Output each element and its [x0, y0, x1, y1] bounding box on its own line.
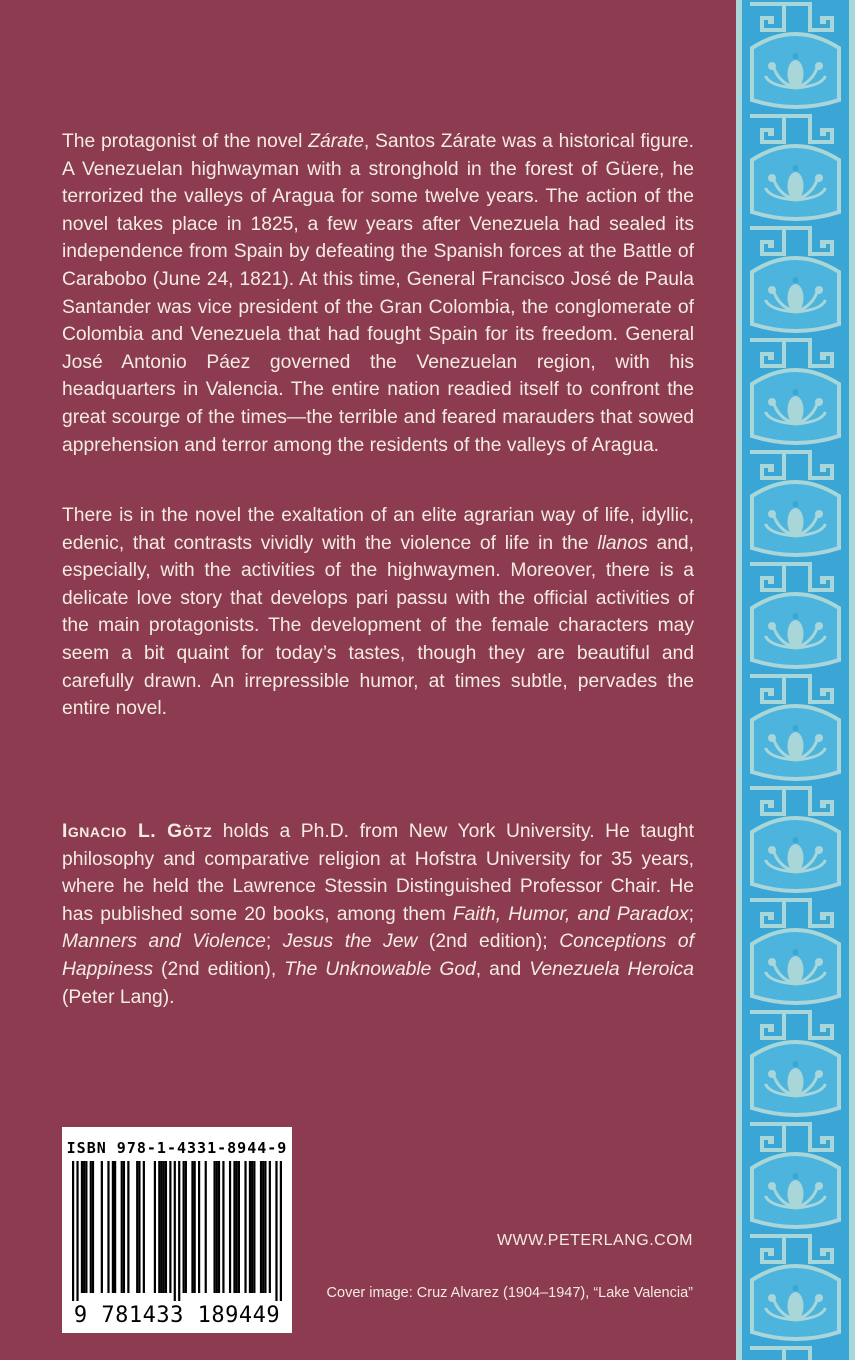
isbn-digits: 9 781433 189449	[73, 1303, 281, 1328]
barcode-bar	[269, 1161, 271, 1293]
bio-sep: (2nd edition),	[153, 958, 285, 980]
barcode-bar	[160, 1161, 162, 1293]
barcode-bar	[185, 1161, 187, 1293]
book-title: Faith, Humor, and Paradox	[452, 903, 689, 925]
barcode-bar	[233, 1161, 235, 1293]
barcode-bar	[165, 1161, 167, 1293]
barcode-bar	[92, 1161, 94, 1293]
barcode-bar	[205, 1161, 207, 1293]
novel-title: Zárate	[308, 131, 364, 152]
barcode-bar	[194, 1161, 196, 1293]
barcode-bar	[216, 1161, 218, 1293]
bio-sep: , and	[475, 958, 530, 980]
barcode-bar	[136, 1161, 138, 1293]
book-title: Jesus the Jew	[282, 931, 418, 953]
barcode-bar	[163, 1161, 165, 1293]
barcode-bar	[275, 1161, 277, 1301]
barcode-bars	[72, 1161, 282, 1301]
barcode-bar	[123, 1161, 125, 1293]
barcode-bar	[72, 1161, 74, 1301]
barcode-bar	[85, 1161, 87, 1293]
author-name: Ignacio L. Götz	[62, 821, 213, 842]
barcode-bar	[264, 1161, 266, 1293]
barcode-bar	[169, 1161, 171, 1293]
barcode-bar	[213, 1161, 215, 1293]
barcode-bar	[81, 1161, 83, 1293]
publisher-website: WWW.PETERLANG.COM	[496, 1232, 693, 1249]
bio-sep: ;	[688, 903, 694, 925]
bio-sep: (Peter Lang).	[62, 986, 175, 1008]
barcode-bar	[280, 1161, 282, 1301]
barcode-bar	[244, 1161, 246, 1293]
description-paragraph-2	[62, 502, 694, 723]
book-title: Manners and Violence	[62, 931, 266, 953]
book-title: Venezuela Heroica	[529, 958, 694, 980]
barcode-bar	[107, 1161, 109, 1293]
decorative-border	[736, 0, 855, 1360]
barcode-bar	[236, 1161, 238, 1293]
barcode-bar	[238, 1161, 240, 1293]
bio-sep: ;	[265, 931, 283, 953]
barcode-bar	[112, 1161, 114, 1293]
para2-text-a: There is in the novel the exaltation of an elite agrarian way of life, idyllic, edenic, that contrasts vividly with the violence of life in the	[62, 505, 694, 554]
barcode-bar	[76, 1161, 78, 1301]
barcode-bar	[249, 1161, 251, 1293]
barcode-bar	[218, 1161, 220, 1293]
barcode-bar	[114, 1161, 116, 1293]
para1-text-a: The protagonist of the novel	[62, 131, 309, 152]
cover-image-credit: Cover image: Cruz Alvarez (1904–1947), “Lake Valencia”	[326, 1285, 693, 1301]
barcode-bar	[229, 1161, 231, 1293]
barcode-bar	[158, 1161, 160, 1293]
barcode-bar	[191, 1161, 193, 1293]
barcode-bar	[178, 1161, 180, 1301]
barcode-bar	[183, 1161, 185, 1293]
barcode-bar	[127, 1161, 129, 1293]
barcode-bar	[154, 1161, 156, 1293]
author-bio	[62, 818, 694, 1011]
barcode-bar	[253, 1161, 255, 1293]
barcode-bar	[90, 1161, 92, 1293]
para1-text-b: , Santos Zárate was a historical figure. A Venezuelan highwayman with a stronghold in the forest of Güere, he terrorized the valleys of Aragua for some twelve years. The action of the novel takes place in 1825, a few years after Venezuela had sealed its independence from Spain by defeating the Spanish forces at the Battle of Carabobo (June 24, 1821). At this time, General Francisco José de Paula Santander was vice president of the Gran Colombia, the conglomerate of Colombia and Venezuela that had fought Spain for its freedom. General José Antonio Páez governed the Venezuelan region, with his headquarters in Valencia. The entire nation readied itself to confront the great scourge of the times—the terrible and feared marauders that sowed apprehension and terror among the residents of the valleys of Aragua.	[62, 131, 695, 456]
isbn-label: ISBN 978-1-4331-8944-9	[66, 1139, 288, 1157]
bio-text-1: holds a Ph.D. from New York University. He taught philosophy and comparative religion at Hofstra University for 35 years, where he held the Lawrence Stessin Distinguished Professor Chair. He has published some 20 books, among them	[62, 821, 694, 925]
book-title: Conceptions of Happiness	[62, 931, 694, 980]
description-paragraph-1	[62, 128, 694, 459]
barcode-bar	[260, 1161, 262, 1293]
isbn-barcode	[62, 1127, 292, 1333]
para2-text-b: and, especially, with the activities of the highwaymen. Moreover, there is a delicate love story that develops pari passu with the official activities of the main protagonists. The development of the female characters may seem a bit quaint for today’s tastes, though they are beautiful and carefully drawn. An irrepressible humor, at times subtle, pervades the entire novel.	[62, 532, 694, 720]
llanos-word: llanos	[597, 532, 648, 554]
barcode-bar	[138, 1161, 140, 1293]
barcode-bar	[174, 1161, 176, 1301]
barcode-bar	[198, 1161, 200, 1293]
bio-sep: (2nd edition);	[417, 931, 560, 953]
barcode-bar	[251, 1161, 253, 1293]
barcode-bar	[222, 1161, 224, 1293]
barcode-bar	[143, 1161, 145, 1293]
barcode-bar	[101, 1161, 103, 1293]
barcode-bar	[83, 1161, 85, 1293]
barcode-bar	[262, 1161, 264, 1293]
book-title: The Unknowable God	[284, 958, 476, 980]
barcode-bar	[121, 1161, 123, 1293]
